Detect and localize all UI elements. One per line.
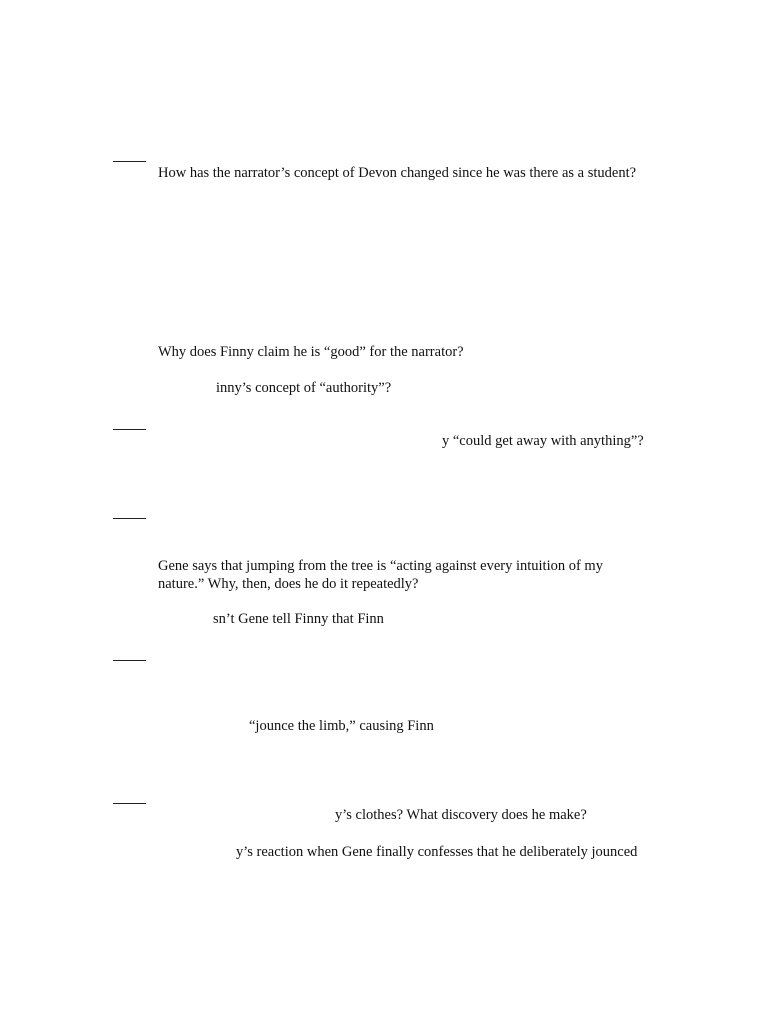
question-text-fragment: “jounce the limb,” causing Finn	[249, 718, 434, 734]
answer-blank-line[interactable]	[113, 161, 146, 162]
question-text: Gene says that jumping from the tree is “acting against every intuition of my nature.” Why, then, does he do it repeatedly?	[158, 558, 603, 592]
question-text-fragment: inny’s concept of “authority”?	[216, 380, 392, 396]
answer-blank-line[interactable]	[113, 518, 146, 519]
answer-blank-line[interactable]	[113, 803, 146, 804]
question-text: How has the narrator’s concept of Devon changed since he was there as a student?	[158, 165, 637, 181]
question-text: Why does Finny claim he is “good” for the narrator?	[158, 344, 464, 360]
question-text-fragment: y’s clothes? What discovery does he make?	[335, 807, 587, 823]
answer-blank-line[interactable]	[113, 429, 146, 430]
question-text-fragment: y’s reaction when Gene finally confesses that he deliberately jounced	[236, 844, 638, 860]
answer-blank-line[interactable]	[113, 660, 146, 661]
question-text-fragment: y “could get away with anything”?	[442, 433, 644, 449]
question-text-fragment: sn’t Gene tell Finny that Finn	[213, 611, 384, 627]
